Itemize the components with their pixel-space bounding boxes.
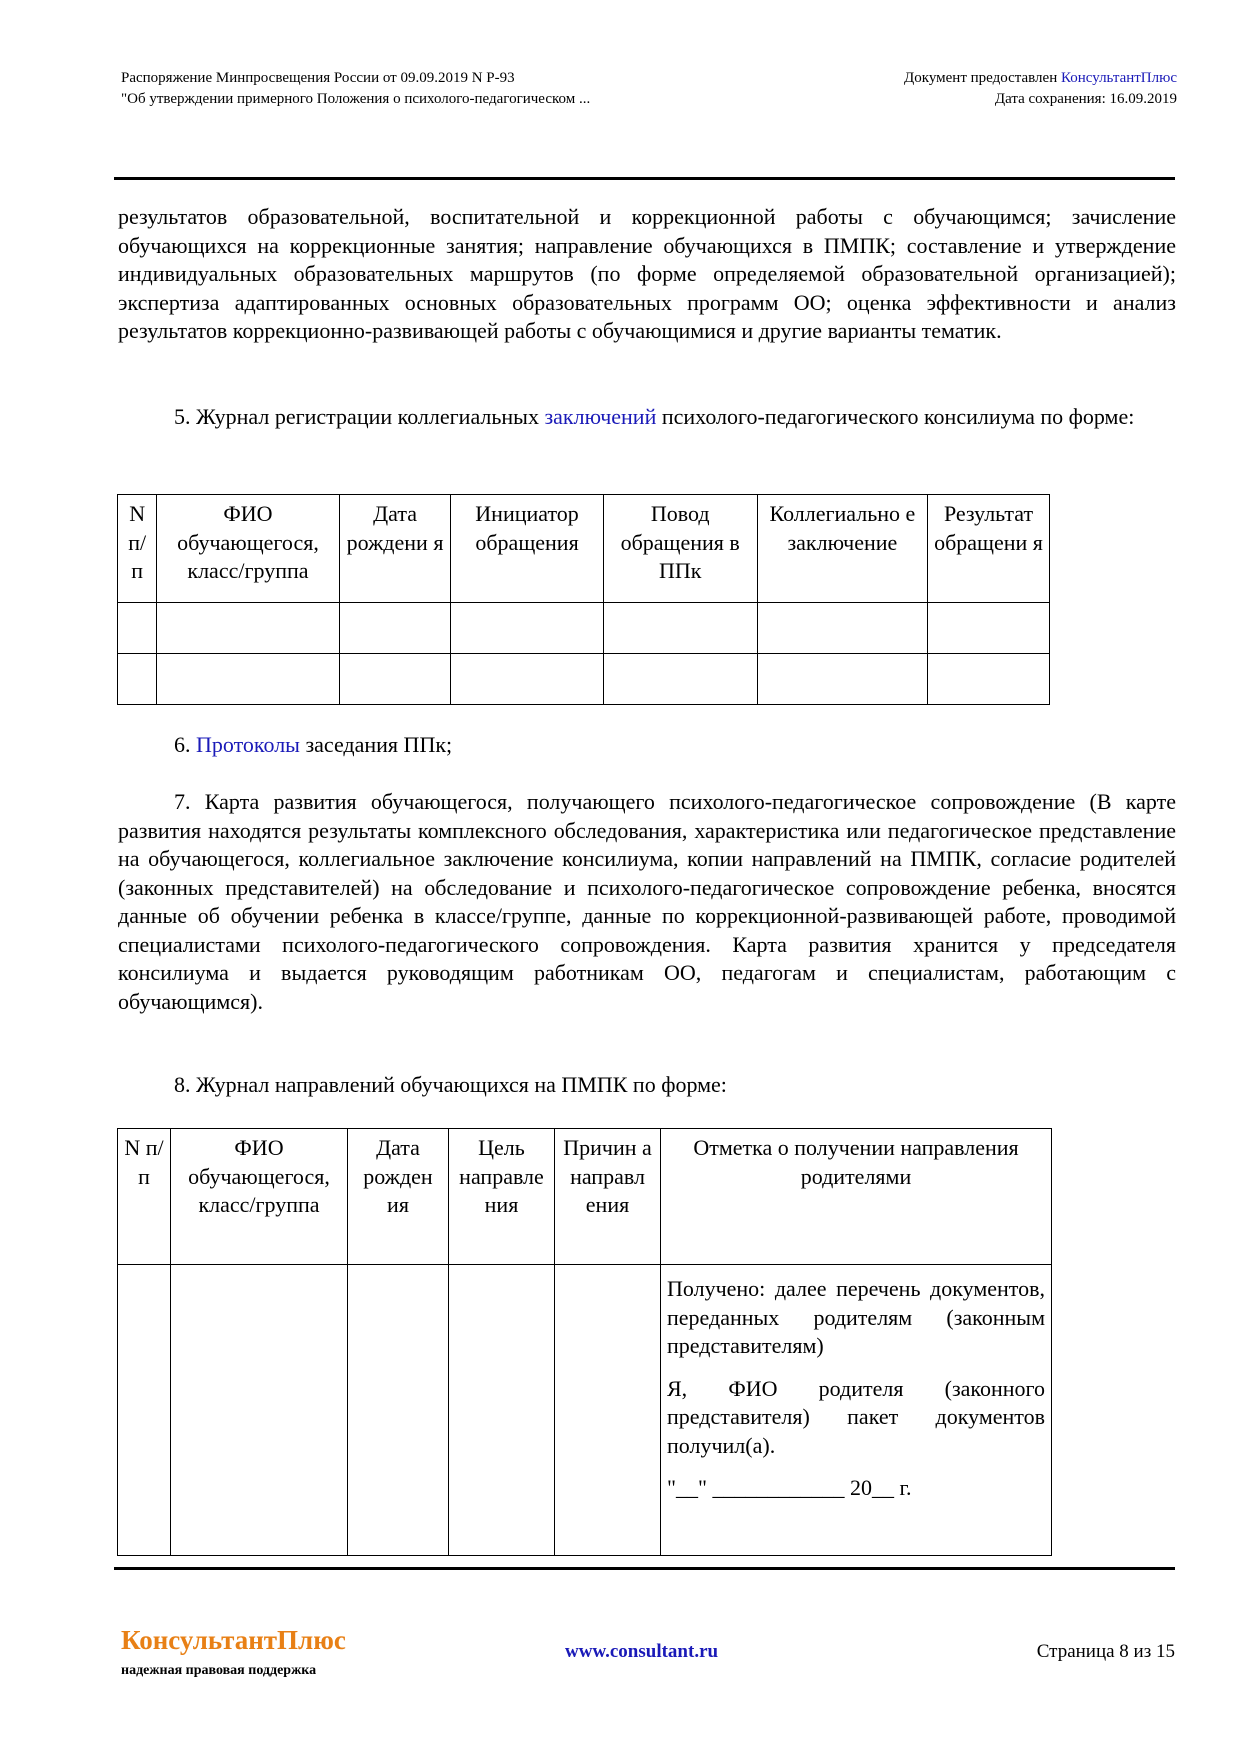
- col-fio: ФИО обучающегося, класс/группа: [157, 495, 339, 603]
- consultant-plus-logo: КонсультантПлюс: [121, 1625, 346, 1655]
- paragraph-item-7: 7. Карта развития обучающегося, получающего психолого-педагогическое сопровождение (В карте развития находятся результаты комплексного обследования, характеристика или педагогическое представление на обучающегося, коллегиальное заключение консилиума, копии направлений на ПМПК, согласие родителей (законных представителей) на обследование и психолого-педагогическое сопровождение ребенка, вносятся данные об обучении ребенка в классе/группе, данные по коррекционной-развивающей работе, проводимой специалистами психолого-педагогического сопровождения. Карта развития хранится у председателя консилиума и выдается руководящим работникам ОО, педагогам и специалистам, работающим с обучающимся).: [118, 789, 1176, 1014]
- table-cell: [157, 654, 339, 705]
- col-birth-date: Дата рожден ия: [348, 1129, 449, 1265]
- provided-by-label: Документ предоставлен: [904, 70, 1061, 86]
- table-cell: [603, 654, 757, 705]
- table-cell: [555, 1265, 661, 1556]
- table-cell: [757, 603, 927, 654]
- paragraph-intro: результатов образовательной, воспитательной и коррекционной работы с обучающимся; зачисление обучающихся на коррекционные занятия; направление обучающихся в ПМПК; составление и утверждение индивидуальных образовательных маршрутов (по форме определяемой образовательной организацией); экспертиза адаптированных основных образовательных программ ОО; оценка эффективности и анализ результатов коррекционно-развивающей работы с обучающимися и другие варианты тематик.: [118, 204, 1176, 343]
- table-cell: [928, 654, 1050, 705]
- table-header-row: [118, 495, 1050, 603]
- col-cause: Причин а направл ения: [555, 1129, 661, 1265]
- table-row: [118, 603, 1050, 654]
- consultant-brand-link[interactable]: КонсультантПлюс: [1060, 70, 1177, 86]
- table-header-row: [118, 1129, 1052, 1265]
- table-cell: [118, 654, 157, 705]
- table-cell: [449, 1265, 555, 1556]
- item5-text-prefix: 5. Журнал регистрации коллегиальных: [174, 404, 545, 429]
- document-header-right: [904, 68, 1177, 110]
- pmpk-referral-journal-table: [117, 1128, 1052, 1556]
- table-cell: [118, 1265, 171, 1556]
- table-cell: [171, 1265, 348, 1556]
- table-cell: [757, 654, 927, 705]
- item6-text-prefix: 6.: [174, 732, 196, 757]
- col-conclusion: Коллегиально е заключение: [757, 495, 927, 603]
- table-row: [118, 1265, 1052, 1556]
- receipt-mark-cell: [661, 1265, 1052, 1556]
- document-header-left: [121, 68, 590, 110]
- table-cell: [603, 603, 757, 654]
- col-parent-receipt-mark: Отметка о получении направления родителями: [661, 1129, 1052, 1265]
- header-divider: [114, 177, 1175, 180]
- date-signature-line: "__" ____________ 20__ г.: [667, 1475, 912, 1500]
- collegial-conclusions-journal-table: [117, 494, 1050, 705]
- table-cell: [928, 603, 1050, 654]
- footer-divider: [114, 1567, 1175, 1570]
- website-link[interactable]: www.consultant.ru: [565, 1641, 719, 1662]
- col-result: Результат обращени я: [928, 495, 1050, 603]
- paragraph-item-6: [118, 731, 1176, 760]
- conclusions-link[interactable]: заключений: [544, 404, 657, 429]
- col-reason: Повод обращения в ППк: [603, 495, 757, 603]
- save-date: Дата сохранения: 16.09.2019: [994, 91, 1177, 107]
- col-purpose: Цель направле ния: [449, 1129, 555, 1265]
- brand-tagline: надежная правовая поддержка: [121, 1663, 317, 1678]
- table-cell: [339, 603, 451, 654]
- paragraph-item-8: 8. Журнал направлений обучающихся на ПМПК по форме:: [174, 1072, 727, 1097]
- table-cell: [348, 1265, 449, 1556]
- table-cell: [339, 654, 451, 705]
- table-cell: [118, 603, 157, 654]
- page-number: Страница 8 из 15: [1036, 1641, 1175, 1662]
- table-cell: [451, 603, 603, 654]
- col-initiator: Инициатор обращения: [451, 495, 603, 603]
- col-fio: ФИО обучающегося, класс/группа: [171, 1129, 348, 1265]
- table-cell: [451, 654, 603, 705]
- col-number: N п/п: [118, 1129, 171, 1265]
- table-row: [118, 654, 1050, 705]
- protocols-link[interactable]: Протоколы: [196, 732, 300, 757]
- col-number: N п/ п: [118, 495, 157, 603]
- parent-confirmation-note: Я, ФИО родителя (законного представителя) пакет документов получил(а).: [667, 1375, 1045, 1458]
- col-birth-date: Дата рождени я: [339, 495, 451, 603]
- item6-text-suffix: заседания ППк;: [299, 732, 453, 757]
- received-documents-note: Получено: далее перечень документов, переданных родителям (законным представителям): [667, 1276, 1045, 1358]
- paragraph-item-5: [118, 403, 1176, 432]
- document-title-line1: Распоряжение Минпросвещения России от 09.09.2019 N Р-93: [121, 70, 515, 86]
- document-title-line2: "Об утверждении примерного Положения о психолого-педагогическом ...: [121, 91, 591, 107]
- item5-text-suffix: психолого-педагогического консилиума по форме:: [656, 404, 1135, 429]
- table-cell: [157, 603, 339, 654]
